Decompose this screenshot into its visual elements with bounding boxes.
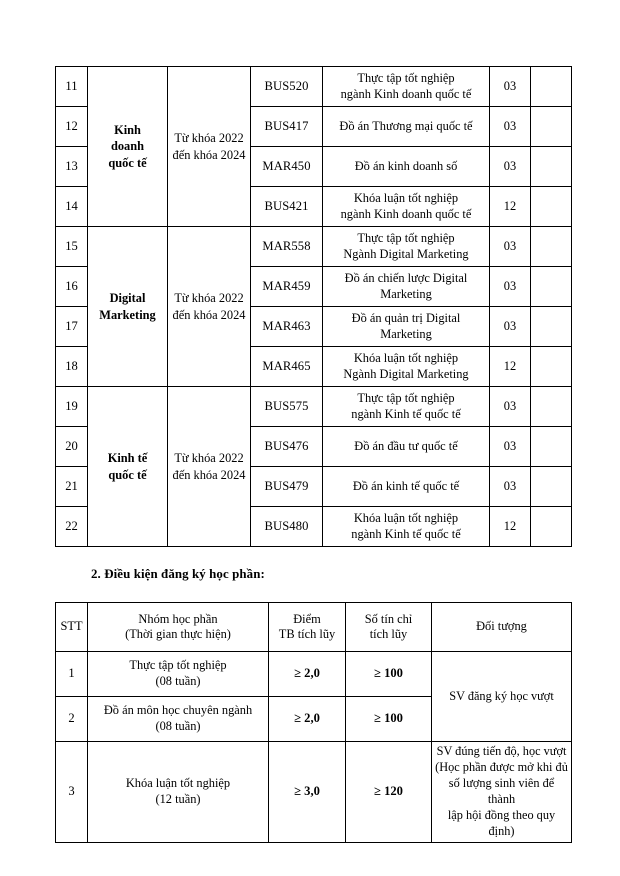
cell-course-code: BUS476 (251, 427, 323, 467)
cell-stt: 2 (56, 697, 88, 742)
cell-course-code: MAR465 (251, 347, 323, 387)
cell-stt: 17 (56, 307, 88, 347)
cell-course-code: BUS575 (251, 387, 323, 427)
cell-course-name (323, 507, 490, 547)
cell-course-name (323, 227, 490, 267)
cell-gpa: ≥ 3,0 (269, 742, 346, 843)
cell-cohort (168, 387, 251, 547)
course-name-line: Khóa luận tốt nghiệp (353, 190, 459, 205)
cell-course-code: BUS417 (251, 107, 323, 147)
cell-stt: 21 (56, 467, 88, 507)
cell-note (531, 507, 572, 547)
cell-credits: 12 (490, 507, 531, 547)
header-gpa-line2: TB tích lũy (278, 627, 336, 641)
cell-course-name: Đồ án kinh doanh số (323, 147, 490, 187)
cell-note (531, 467, 572, 507)
cell-cohort (168, 227, 251, 387)
cell-course-code: BUS479 (251, 467, 323, 507)
course-name-line: Đồ án quản trị Digital (351, 310, 461, 325)
cell-course-name: Đồ án kinh tế quốc tế (323, 467, 490, 507)
group-line1: Thực tập tốt nghiệp (129, 658, 227, 673)
table-row (56, 742, 572, 843)
target-line: SV đúng tiến độ, học vượt (436, 744, 567, 758)
header-target: Đối tượng (432, 603, 572, 652)
major-line: quốc tế (108, 467, 147, 482)
cell-note (531, 67, 572, 107)
course-list-table (55, 66, 572, 547)
cell-cohort (168, 67, 251, 227)
cell-course-name (323, 187, 490, 227)
cell-credits: 03 (490, 267, 531, 307)
cell-course-name (323, 267, 490, 307)
cell-note (531, 187, 572, 227)
cell-course-code: BUS421 (251, 187, 323, 227)
header-group (88, 603, 269, 652)
group-line1: Đồ án môn học chuyên ngành (103, 703, 253, 718)
table-row (56, 652, 572, 697)
cell-stt: 1 (56, 652, 88, 697)
header-credits (346, 603, 432, 652)
table-row (56, 67, 572, 107)
cohort-line: đến khóa 2024 (172, 147, 246, 162)
cell-stt: 12 (56, 107, 88, 147)
cell-course-name (323, 307, 490, 347)
cell-course-code: MAR463 (251, 307, 323, 347)
cohort-line: Từ khóa 2022 (174, 451, 244, 466)
cell-note (531, 427, 572, 467)
course-name-line: Ngành Digital Marketing (343, 366, 469, 381)
cell-gpa: ≥ 2,0 (269, 652, 346, 697)
cell-course-name (323, 67, 490, 107)
cell-course-code: BUS520 (251, 67, 323, 107)
cell-stt: 22 (56, 507, 88, 547)
cell-credits: 03 (490, 467, 531, 507)
cell-group (88, 697, 269, 742)
header-gpa-line1: Điểm (293, 611, 321, 626)
cell-target-ontrack (432, 742, 572, 843)
cell-note (531, 267, 572, 307)
course-name-line: Thực tập tốt nghiệp (357, 390, 455, 405)
course-name-line: ngành Kinh tế quốc tế (351, 406, 461, 421)
cell-note (531, 227, 572, 267)
cell-note (531, 387, 572, 427)
course-name-line: Khóa luận tốt nghiệp (353, 350, 459, 365)
group-line2: (12 tuần) (155, 791, 201, 806)
cell-credits: 12 (490, 347, 531, 387)
conditions-table-container (55, 602, 571, 843)
major-line: Marketing (99, 307, 156, 322)
cell-course-name: Đồ án Thương mại quốc tế (323, 107, 490, 147)
cell-course-name: Đồ án đầu tư quốc tế (323, 427, 490, 467)
cell-stt: 11 (56, 67, 88, 107)
cell-credits: 03 (490, 387, 531, 427)
header-credits-line2: tích lũy (369, 627, 408, 641)
course-name-line: Thực tập tốt nghiệp (357, 230, 455, 245)
course-name-line: Khóa luận tốt nghiệp (353, 510, 459, 525)
cell-stt: 13 (56, 147, 88, 187)
major-line: doanh (110, 139, 145, 154)
cell-course-code: MAR459 (251, 267, 323, 307)
header-stt: STT (56, 603, 88, 652)
cell-stt: 14 (56, 187, 88, 227)
group-line2: (08 tuần) (155, 719, 201, 733)
table-row (56, 387, 572, 427)
course-name-line: ngành Kinh doanh quốc tế (340, 206, 472, 221)
cell-group (88, 742, 269, 843)
course-name-line: Marketing (380, 286, 432, 301)
course-name-line: Đồ án chiến lược Digital (344, 270, 468, 285)
cell-major (88, 67, 168, 227)
major-line: Kinh tế (107, 451, 148, 466)
cell-major (88, 387, 168, 547)
cell-stt: 16 (56, 267, 88, 307)
header-group-line2: (Thời gian thực hiện) (125, 627, 231, 641)
table-row (56, 227, 572, 267)
cell-credits: 03 (490, 67, 531, 107)
cell-stt: 20 (56, 427, 88, 467)
cell-target-overload: SV đăng ký học vượt (432, 652, 572, 742)
course-list-table-container (55, 66, 571, 547)
cell-note (531, 347, 572, 387)
cell-group (88, 652, 269, 697)
cell-course-name (323, 347, 490, 387)
cohort-line: Từ khóa 2022 (174, 291, 244, 306)
group-line1: Khóa luận tốt nghiệp (125, 776, 231, 791)
conditions-table (55, 602, 572, 843)
cohort-line: đến khóa 2024 (172, 467, 246, 482)
course-name-line: Ngành Digital Marketing (343, 246, 469, 261)
cell-credits: 03 (490, 427, 531, 467)
major-line: quốc tế (108, 155, 147, 170)
table-header-row (56, 603, 572, 652)
cell-stt: 18 (56, 347, 88, 387)
cell-course-code: MAR450 (251, 147, 323, 187)
cell-credits: 03 (490, 107, 531, 147)
cell-stt: 3 (56, 742, 88, 843)
cohort-line: Từ khóa 2022 (174, 131, 244, 146)
cell-note (531, 147, 572, 187)
cell-credits: ≥ 100 (346, 652, 432, 697)
cell-gpa: ≥ 2,0 (269, 697, 346, 742)
cell-note (531, 307, 572, 347)
cell-credits: ≥ 120 (346, 742, 432, 843)
cell-course-code: MAR558 (251, 227, 323, 267)
header-group-line1: Nhóm học phần (138, 611, 218, 626)
cell-stt: 19 (56, 387, 88, 427)
header-gpa (269, 603, 346, 652)
section-heading: 2. Điều kiện đăng ký học phần: (91, 567, 265, 581)
header-credits-line1: Số tín chỉ (364, 611, 413, 626)
target-line: lập hội đồng theo quy định) (447, 807, 556, 838)
course-name-line: ngành Kinh tế quốc tế (351, 526, 461, 541)
cell-credits: 03 (490, 227, 531, 267)
course-name-line: Marketing (380, 326, 432, 341)
cohort-line: đến khóa 2024 (172, 307, 246, 322)
cell-major (88, 227, 168, 387)
cell-credits: 12 (490, 187, 531, 227)
major-line: Kinh (114, 123, 141, 138)
target-line: số lượng sinh viên để thành (448, 775, 555, 806)
cell-credits: 03 (490, 307, 531, 347)
cell-note (531, 107, 572, 147)
target-line: (Học phần được mở khi đủ (435, 759, 568, 774)
course-name-line: ngành Kinh doanh quốc tế (340, 86, 472, 101)
course-name-line: Thực tập tốt nghiệp (357, 70, 455, 85)
cell-credits: ≥ 100 (346, 697, 432, 742)
major-line: Digital (109, 291, 146, 306)
cell-course-name (323, 387, 490, 427)
cell-credits: 03 (490, 147, 531, 187)
cell-stt: 15 (56, 227, 88, 267)
cell-course-code: BUS480 (251, 507, 323, 547)
group-line2: (08 tuần) (155, 674, 201, 688)
